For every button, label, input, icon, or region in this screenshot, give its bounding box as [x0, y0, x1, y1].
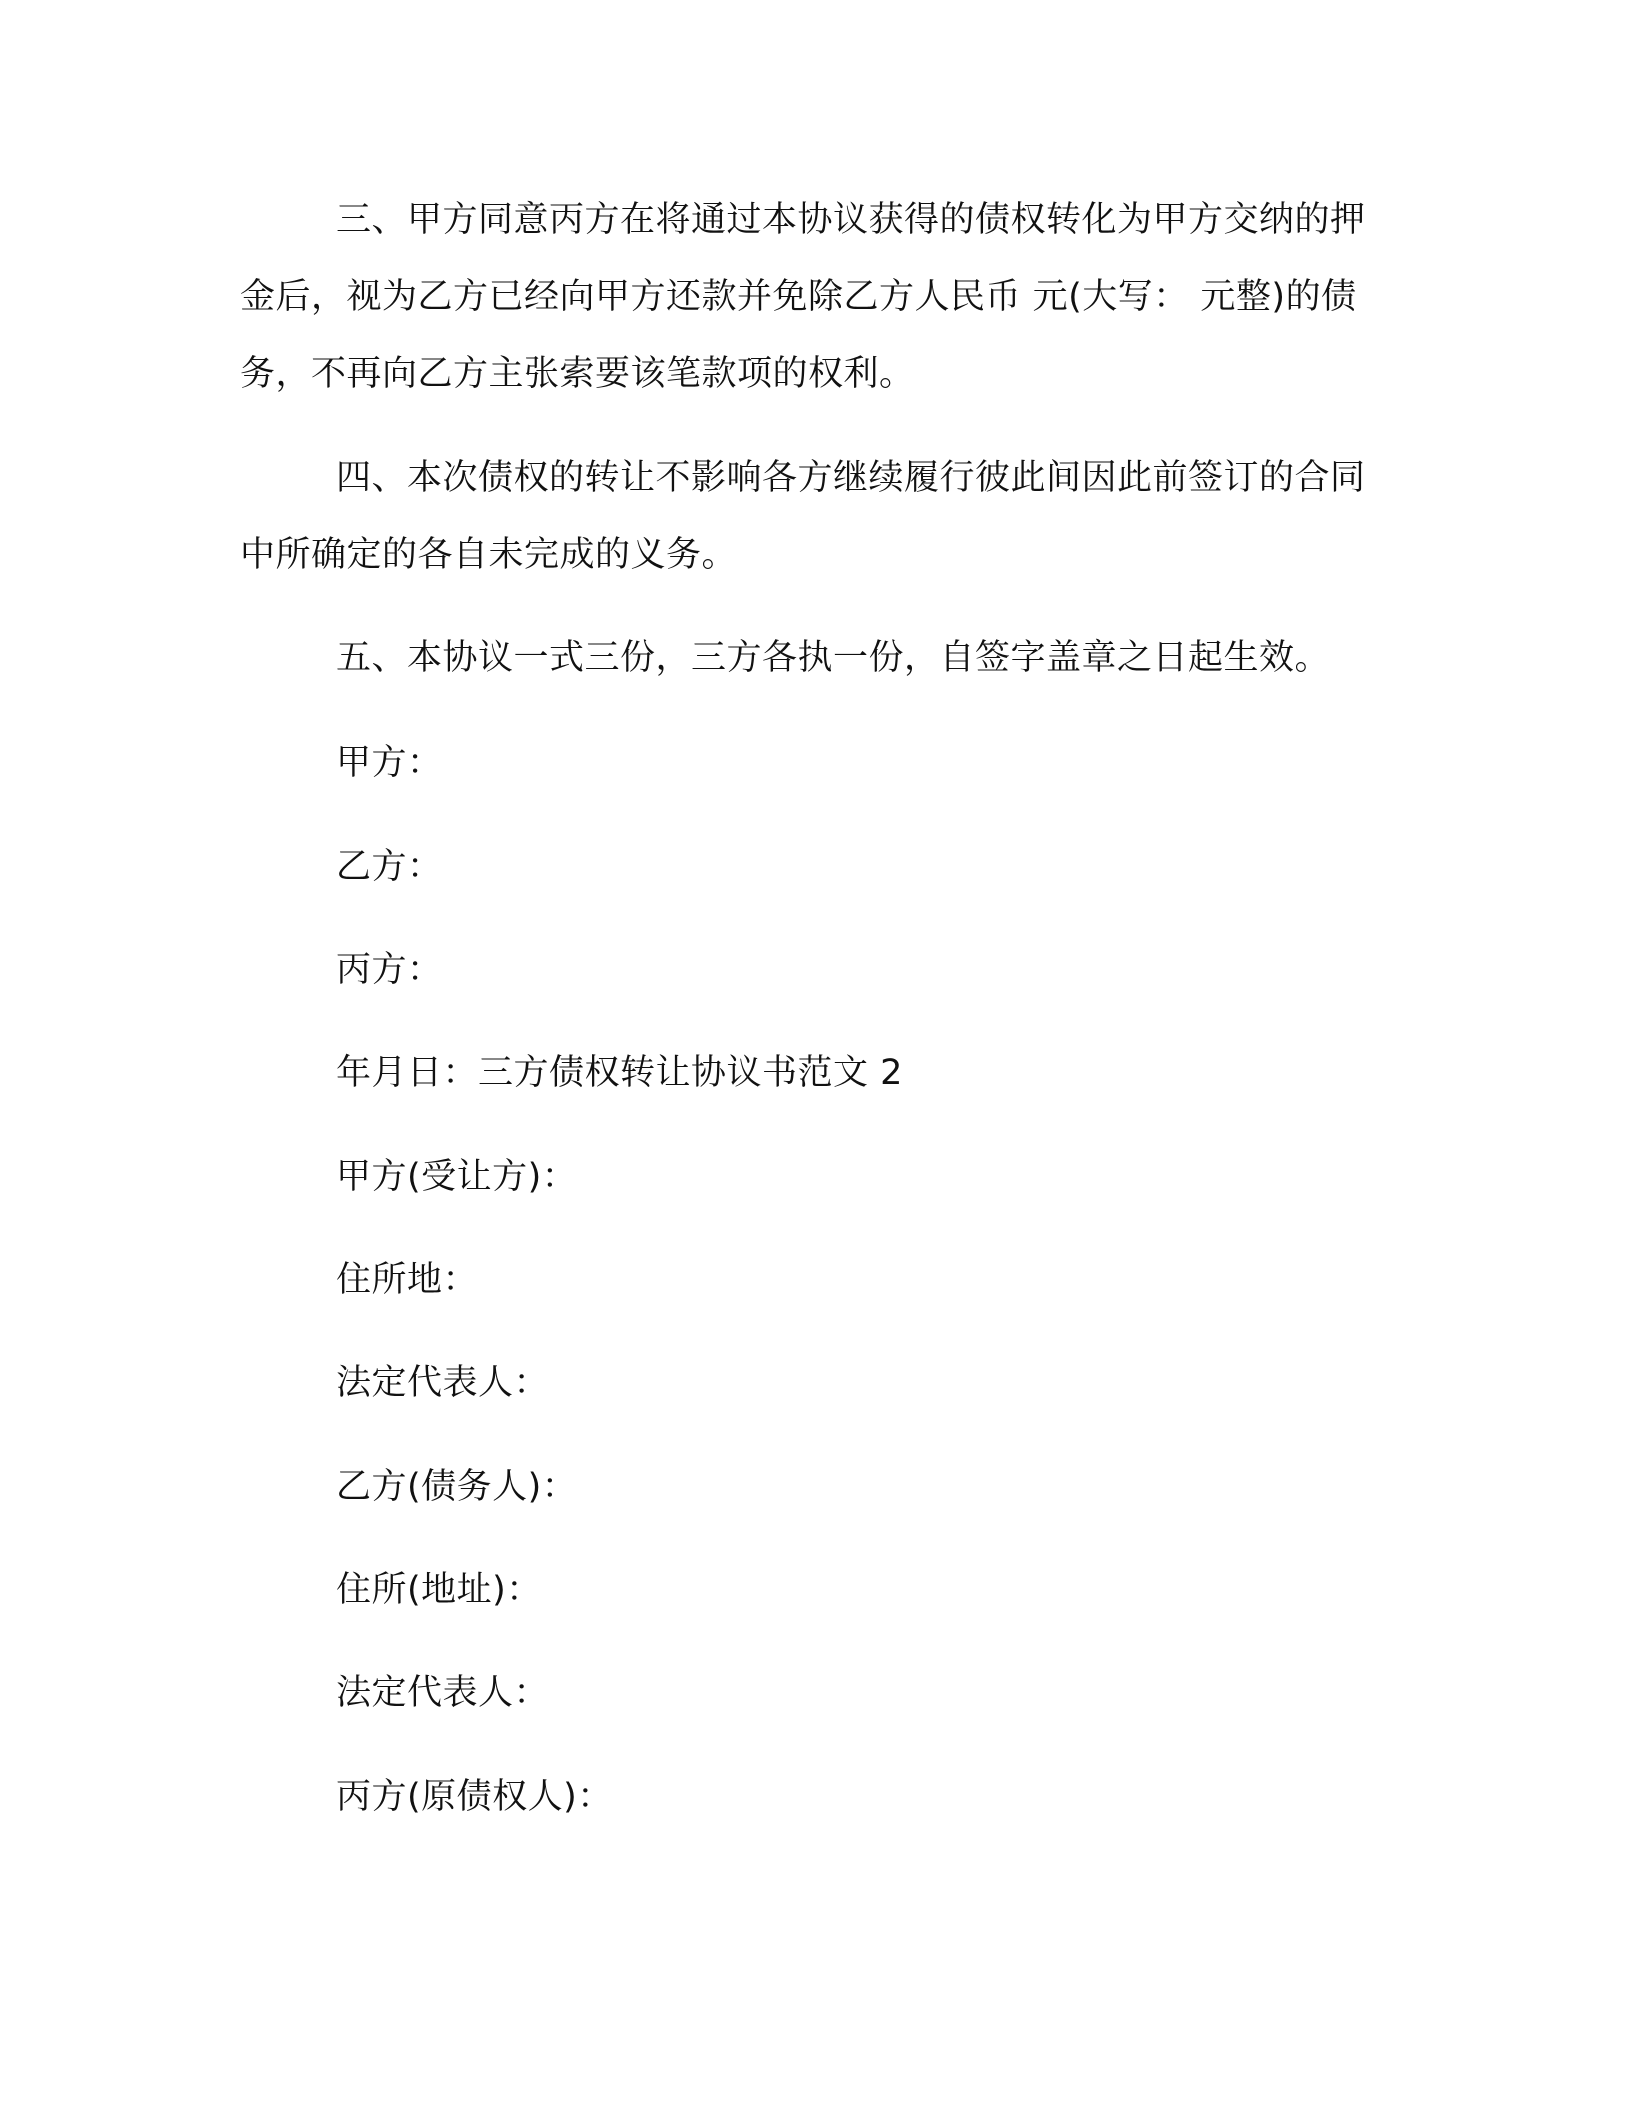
party-a-legal-representative-line: 法定代表人： [336, 1363, 550, 1403]
party-a-domicile-line: 住所地： [336, 1260, 479, 1300]
date-and-sample-title-line: 年月日：三方债权转让协议书范文 2 [336, 1053, 903, 1093]
party-c-original-creditor-line: 丙方(原债权人)： [336, 1777, 613, 1817]
clause-3-paragraph: 三、甲方同意丙方在将通过本协议获得的债权转化为甲方交纳的押金后，视为乙方已经向甲方还款并免除乙方人民币 元(大写： 元整)的债务，不再向乙方主张索要该笔款项的权利。 [240, 200, 1366, 394]
party-b-address-line: 住所(地址)： [336, 1570, 542, 1610]
party-a-signature-line: 甲方： [336, 743, 443, 783]
party-b-signature-line: 乙方： [336, 847, 443, 887]
party-a-transferee-line: 甲方(受让方)： [336, 1157, 578, 1197]
clause-5-paragraph: 五、本协议一式三份，三方各执一份，自签字盖章之日起生效。 [336, 638, 1331, 678]
party-b-debtor-line: 乙方(债务人)： [336, 1467, 578, 1507]
clause-4-paragraph: 四、本次债权的转让不影响各方继续履行彼此间因此前签订的合同中所确定的各自未完成的义务。 [240, 458, 1366, 575]
party-b-legal-representative-line: 法定代表人： [336, 1673, 550, 1713]
party-c-signature-line: 丙方： [336, 950, 443, 990]
